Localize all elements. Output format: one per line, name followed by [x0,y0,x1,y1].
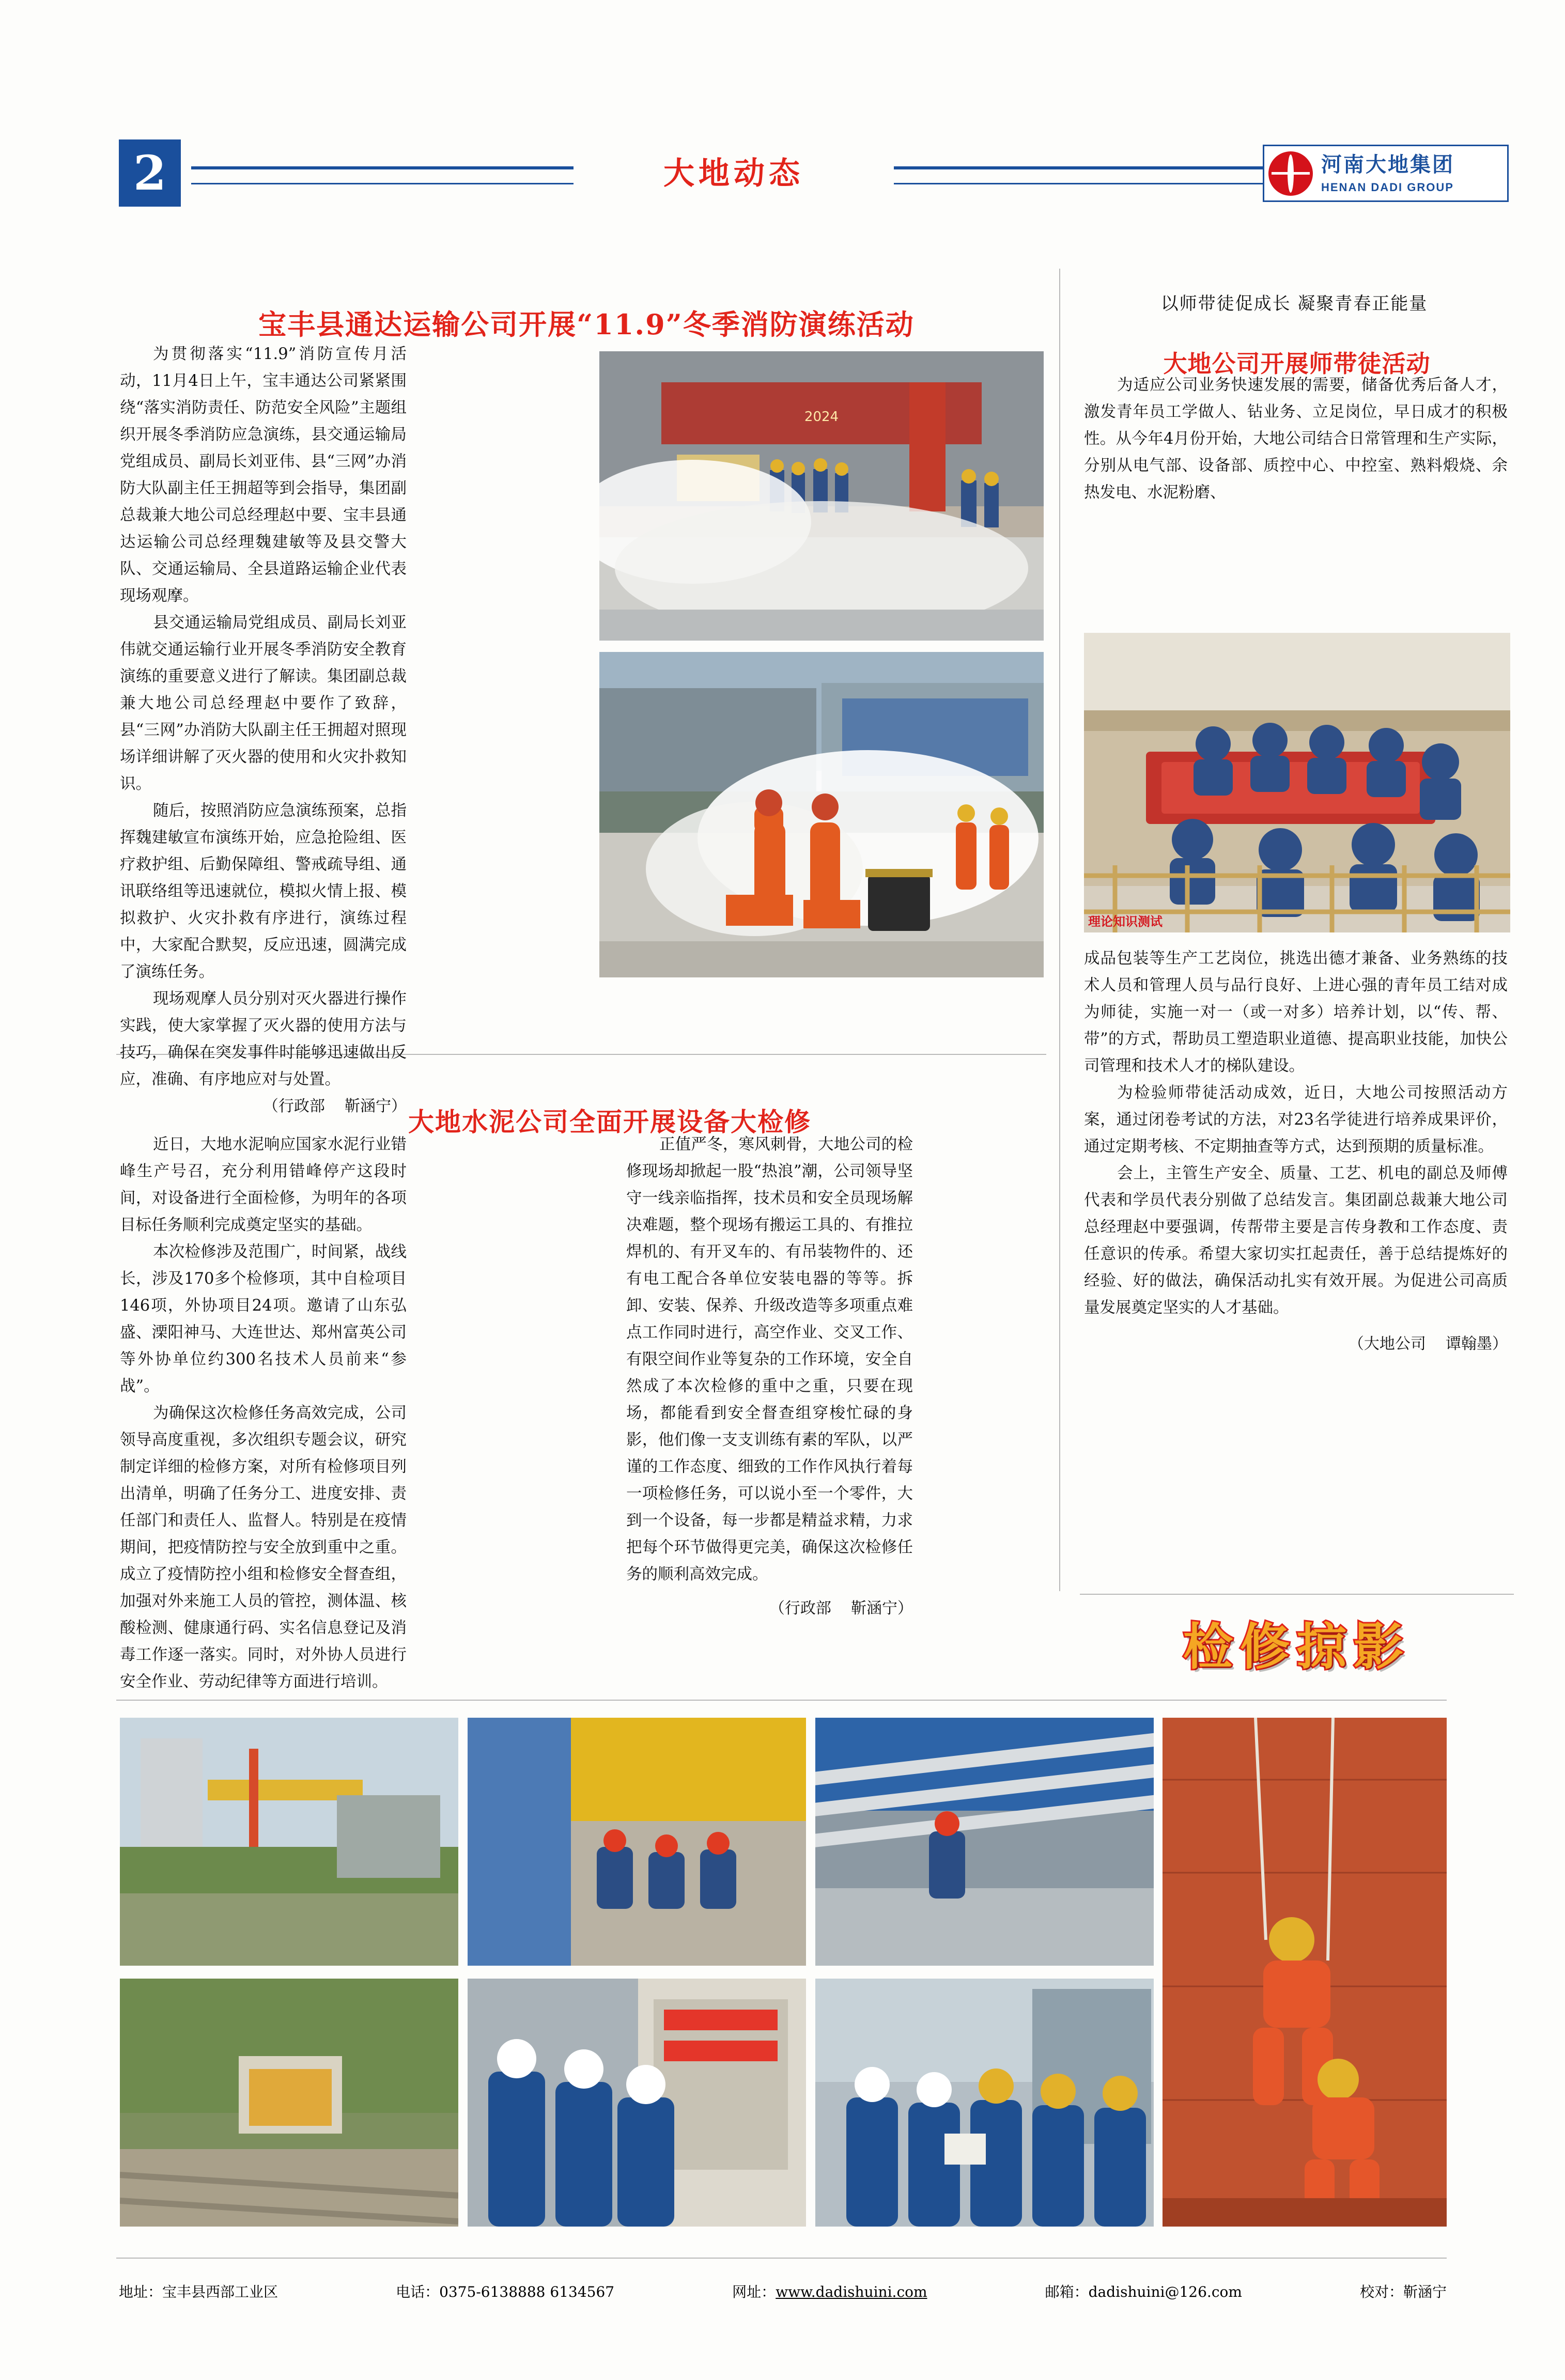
footer-website-label: 网址： [732,2283,776,2300]
footer-website-link[interactable]: www.dadishuini.com [776,2283,927,2300]
story3-paragraph-1: 为适应公司业务快速发展的需要，储备优秀后备人才，激发青年员工学做人、钻业务、立足岗位，早日成才的积极性。从今年4月份开始，大地公司结合日常管理和生产实际，分别从电气部、设备部、质控中心、中控室、熟料煅烧、余热发电、水泥粉磨、 [1084,376,1508,502]
story1-photo-extinguisher [599,652,1044,977]
story2-column-2 [626,1131,913,1622]
story2-headline: 大地水泥公司全面开展设备大检修 [408,1106,811,1137]
story3-paragraph-2: 成品包装等生产工艺岗位，挑选出德才兼备、业务熟练的技术人员和管理人员与品行良好、上进心强的青年员工结对成为师徒，实施一对一（或一对多）培养计划，以“传、帮、带”的方式，帮助员工塑造职业道德、提高职业技能，加快公司管理和技术人才的梯队建设。 [1084,950,1508,1075]
story2-col1-paragraph-3: 为确保这次检修任务高效完成，公司领导高度重视，多次组织专题会议，研究制定详细的检修方案，对所有检修项目列出清单，明确了任务分工、进度安排、责任部门和责任人、监督人。特别是在疫情期间，把疫情防控与安全放到重中之重。成立了疫情防控小组和检修安全督查组，加强对外来施工人员的管控，测体温、核酸检测、健康通行码、实名信息登记及消毒工作逐一落实。同时，对外协人员进行安全作业、劳动纪律等方面进行培训。 [120,1404,407,1691]
story2-col2-paragraph-1: 正值严冬，寒风刺骨，大地公司的检修现场却掀起一股“热浪”潮，公司领导坚守一线亲临指挥，技术员和安全员现场解决难题，整个现场有搬运工具的、有推拉焊机的、有开叉车的、有吊装物件的、还有电工配合各单位安装电器的等等。拆卸、安装、保养、升级改造等多项重点难点工作同时进行，高空作业、交叉工作、有限空间作业等复杂的工作环境，安全自然成了本次检修的重中之重，只要在现场，都能看到安全督查组穿梭忙碌的身影，他们像一支支训练有素的军队，以严谨的工作态度、细致的工作作风执行着每一项检修任务，可以说小至一个零件，大到一个设备，每一步都是精益求精，力求把每个环节做得更完美，确保这次检修任务的顺利高效完成。 [626,1135,913,1583]
footer-website [732,2281,927,2301]
story3-headline: 大地公司开展师带徒活动 [1163,350,1431,378]
story1-column-1 [120,341,407,1120]
story3-column-bottom [1084,945,1508,1358]
banner-text: 检修掠影 [1183,1617,1411,1676]
gallery-photo-2 [468,1718,806,1966]
footer-email: 邮箱：dadishuini@126.com [1045,2283,1242,2300]
column-divider-right [1059,269,1060,1591]
company-logo [1263,145,1509,202]
story1-paragraph-3: 随后，按照消防应急演练预案，总指挥魏建敏宣布演练开始，应急抢险组、医疗救护组、后勤保障组、警戒疏导组、通讯联络组等迅速就位，模拟火情上报、模拟救护、火灾扑救有序进行，演练过程中，大家配合默契，反应迅速，圆满完成了演练任务。 [120,802,407,981]
story2-column-1 [120,1131,407,1695]
story1-photo-drill-line [599,351,1044,641]
story3-paragraph-4: 会上，主管生产安全、质量、工艺、机电的副总及师傅代表和学员代表分别做了总结发言。集团副总裁兼大地公司总经理赵中要强调，传帮带主要是言传身教和工作态度、责任意识的传承。希望大家切实扛起责任，善于总结提炼好的经验、好的做法，确保活动扎实有效开展。为促进公司高质量发展奠定坚实的人才基础。 [1084,1164,1508,1317]
story1-paragraph-4: 现场观摩人员分别对灭火器进行操作实践，使大家掌握了灭火器的使用方法与技巧，确保在突发事件时能够迅速做出反应，准确、有序地应对与处置。 [120,990,407,1088]
footer [119,2281,1447,2301]
story2-signature-dept: （行政部 [769,1599,831,1617]
photo-gallery-banner [1080,1607,1514,1679]
gallery-photo-7-rope-rescue [1163,1718,1447,2227]
section-title-text: 大地动态 [663,155,804,192]
story1-paragraph-2: 县交通运输局党组成员、副局长刘亚伟就交通运输行业开展冬季消防安全教育演练的重要意义进行了解读。集团副总裁兼大地公司总经理赵中要作了致辞，县“三网”办消防大队副主任王拥超对照现场详细讲解了灭火器的使用和火灾扑救知识。 [120,614,407,793]
svg-text:2024: 2024 [804,409,839,425]
footer-address: 地址：宝丰县西部工业区 [119,2283,278,2300]
story2-signature [626,1595,913,1622]
gallery-photo-6 [815,1979,1154,2227]
story3-column-top [1084,372,1508,506]
photo-illustration [1084,633,1510,932]
story1-headline: 宝丰县通达运输公司开展“11.9”冬季消防演练活动 [258,308,915,341]
logo-english-name: HENAN DADI GROUP [1321,181,1454,194]
story3-photo-training [1084,633,1510,932]
right-column-divider [1080,1594,1514,1595]
photo-illustration [599,351,1044,641]
globe-icon [1268,151,1313,196]
story3-signature [1084,1331,1508,1358]
gallery-photo-3 [815,1718,1154,1966]
story3-paragraph-3: 为检验师带徒活动成效，近日，大地公司按照活动方案，通过闭卷考试的方法，对23名学徒进行培养成果评价，通过定期考核、不定期抽查等方式，达到预期的质量标准。 [1084,1084,1508,1156]
gallery-photo-4 [120,1979,458,2227]
footer-divider [116,2258,1447,2259]
story3-signature-name: 谭翰墨） [1446,1335,1508,1353]
gallery-photo-1 [120,1718,458,1966]
story3-kicker: 以师带徒促成长 凝聚青春正能量 [1160,293,1428,314]
story2-signature-name: 靳涵宁） [851,1599,913,1617]
footer-proofreader: 校对：靳涵宁 [1359,2283,1447,2300]
footer-phone: 电话：0375-6138888 6134567 [396,2283,615,2300]
masthead [119,139,1509,232]
story1-signature-dept: （行政部 [262,1097,325,1115]
story1-signature-name: 靳涵宁） [345,1097,407,1115]
story3-photo-caption: 理论知识测试 [1088,914,1163,929]
gallery-photo-5 [468,1979,806,2227]
story1-paragraph-1: 为贯彻落实“11.9”消防宣传月活动，11月4日上午，宝丰通达公司紧紧围绕“落实消防责任、防范安全风险”主题组织开展冬季消防应急演练，县交通运输局党组成员、副局长刘亚伟、县“三网”办消防大队副主任王拥超等到会指导，集团副总裁兼大地公司总经理赵中要、宝丰县通达运输公司总经理魏建敏等及县交警大队、交通运输局、全县道路运输企业代表现场观摩。 [120,345,407,605]
logo-chinese-name: 河南大地集团 [1321,152,1454,177]
section-divider-2 [116,1700,1447,1701]
page-number: 2 [119,139,181,207]
section-title [574,149,894,193]
story2-col1-paragraph-2: 本次检修涉及范围广，时间紧，战线长，涉及170多个检修项，其中自检项目146项，外协项目24项。邀请了山东弘盛、溧阳神马、大连世达、郑州富英公司等外协单位约300名技术人员前来“参战”。 [120,1243,407,1395]
story2-col1-paragraph-1: 近日，大地水泥响应国家水泥行业错峰生产号召，充分利用错峰停产这段时间，对设备进行全面检修，为明年的各项目标任务顺利完成奠定坚实的基础。 [120,1135,407,1234]
story3-signature-dept: （大地公司 [1348,1335,1426,1353]
photo-illustration [599,652,1044,977]
